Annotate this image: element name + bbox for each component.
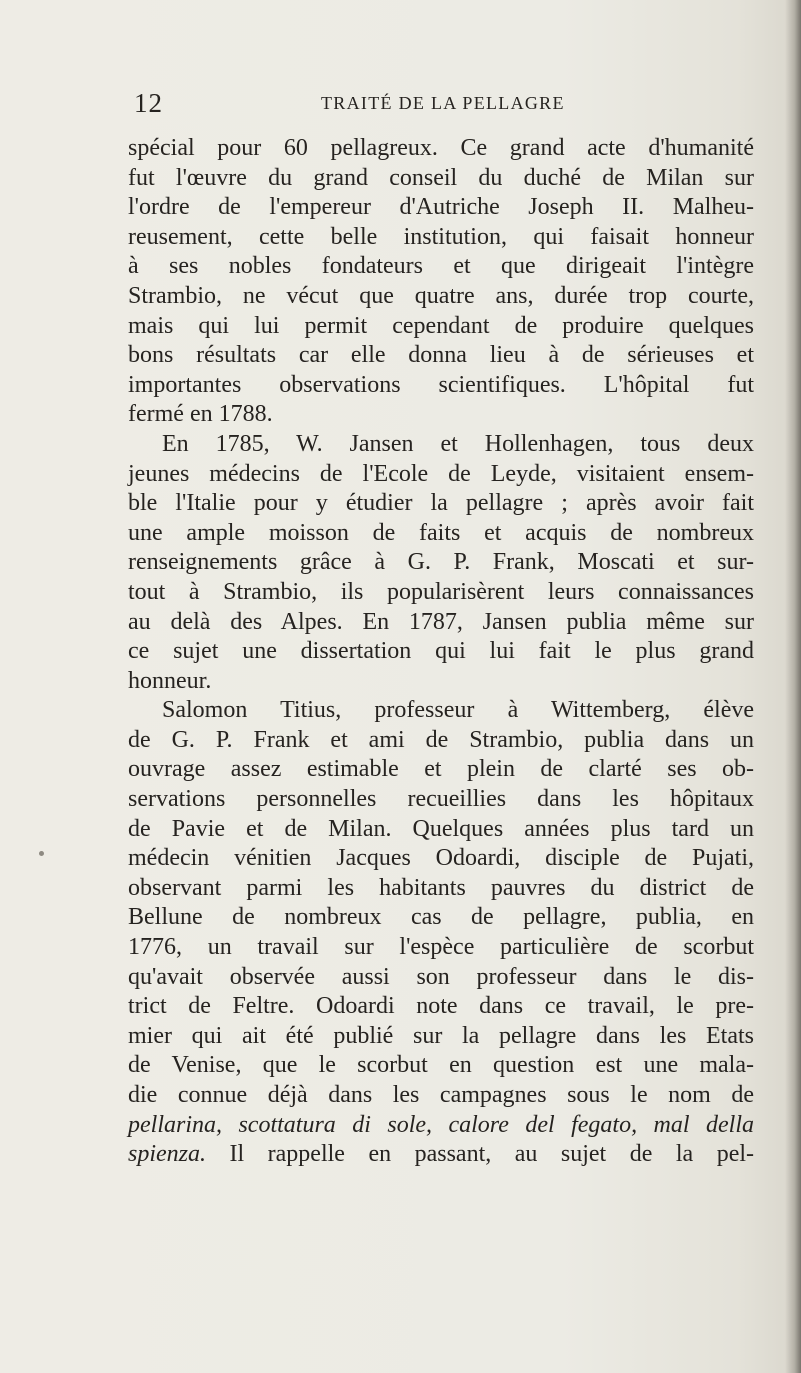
text-line: ble l'Italie pour y étudier la pellagre ; après avoir fait [128,490,754,517]
text-line: l'ordre de l'empereur d'Autriche Joseph II. Malheu- [128,194,754,221]
text-line: trict de Feltre. Odoardi note dans ce travail, le pre- [128,993,754,1020]
text-line: mais qui lui permit cependant de produire quelques [128,312,754,339]
italic-terms: pellarina, scottatura di sole, calore del fegato, mal della [128,1111,754,1138]
text-line [128,1140,754,1170]
text-line: jeunes médecins de l'Ecole de Leyde, visitaient ensem- [128,460,754,487]
text-line: 1776, un travail sur l'espèce particulière de scorbut [128,934,754,961]
running-title: TRAITÉ DE LA PELLAGRE [321,93,565,113]
text-line: honneur. [128,667,212,694]
text-line: importantes observations scientifiques. L'hôpital fut [128,371,754,398]
text-line: spécial pour 60 pellagreux. Ce grand acte d'humanité [128,135,754,161]
text-line: Strambio, ne vécut que quatre ans, durée trop courte, [128,282,754,309]
page-edge-shadow [785,0,801,1373]
text-line: ouvrage assez estimable et plein de clarté ses ob- [128,756,754,783]
text-line: Bellune de nombreux cas de pellagre, publia, en [128,904,754,931]
text-line: renseignements grâce à G. P. Frank, Moscati et sur- [128,549,754,576]
text-line: observant parmi les habitants pauvres du district de [128,874,754,901]
text-line: de Venise, que le scorbut en question est une mala- [128,1052,754,1079]
paragraph-start-line: En 1785, W. Jansen et Hollenhagen, tous deux [162,430,754,457]
text-line: reusement, cette belle institution, qui faisait honneur [128,223,754,250]
text-line: à ses nobles fondateurs et que dirigeait l'intègre [128,253,754,280]
text-line: mier qui ait été publié sur la pellagre dans les Etats [128,1022,754,1049]
text-line: ce sujet une dissertation qui lui fait le plus grand [128,638,754,665]
text-line: fermé en 1788. [128,401,273,428]
page-header [128,88,738,118]
text-line: bons résultats car elle donna lieu à de sérieuses et [128,342,754,369]
text-line: fut l'œuvre du grand conseil du duché de Milan sur [128,164,754,191]
paper-speck [39,851,44,856]
text-line: médecin vénitien Jacques Odoardi, disciple de Pujati, [128,845,754,872]
body-text [128,134,754,1170]
line-continuation: Il rappelle en passant, au sujet de la pel- [206,1141,754,1168]
text-line: une ample moisson de faits et acquis de nombreux [128,519,754,546]
text-line: au delà des Alpes. En 1787, Jansen publia même sur [128,608,754,635]
text-line: qu'avait observée aussi son professeur dans le dis- [128,963,754,990]
text-line: tout à Strambio, ils popularisèrent leurs connaissances [128,578,754,605]
italic-text-line [128,1111,754,1141]
text-line: servations personnelles recueillies dans les hôpitaux [128,786,754,813]
text-line: die connue déjà dans les campagnes sous le nom de [128,1082,754,1108]
italic-term: spienza. [128,1141,206,1168]
text-line: de G. P. Frank et ami de Strambio, publia dans un [128,726,754,753]
page-number: 12 [134,88,163,118]
text-line: de Pavie et de Milan. Quelques années plus tard un [128,815,754,842]
paragraph-start-line: Salomon Titius, professeur à Wittemberg, élève [162,697,754,724]
